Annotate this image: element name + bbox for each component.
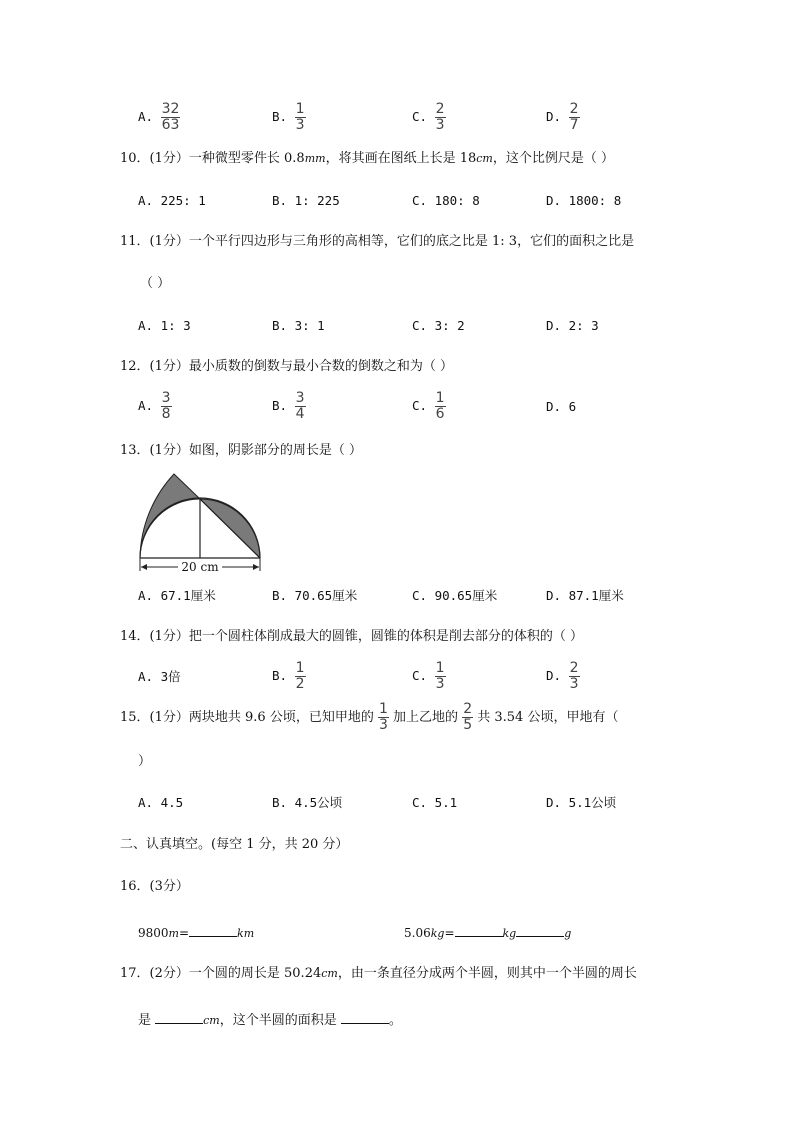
q12-option-b: B. $\frac{3}{4}$ xyxy=(272,390,305,422)
q11-question: 11．(1分）一个平行四边形与三角形的高相等，它们的底之比是 1: 3，它们的面积之比是 xyxy=(120,234,635,249)
q15-question-line2: ） xyxy=(138,754,152,769)
q12-question: 12．(1分）最小质数的倒数与最小合数的倒数之和为（ ） xyxy=(120,359,454,374)
q10-option-b: B. 1: 225 xyxy=(272,193,340,208)
fraction: $\frac{1}{6}$ xyxy=(435,390,445,422)
fraction: $\frac{3}{8}$ xyxy=(161,390,171,422)
fraction: $\frac{1}{3}$ xyxy=(378,701,388,733)
q16-left-expression: 9800m= km xyxy=(138,923,254,942)
fraction: $\frac{32}{63}$ xyxy=(161,101,180,133)
q14-option-b: B. $\frac{1}{2}$ xyxy=(272,660,305,692)
q14-option-d: D. $\frac{2}{3}$ xyxy=(546,660,579,692)
answer-blank[interactable] xyxy=(341,1010,389,1024)
q9-option-c: C. $\frac{2}{3}$ xyxy=(412,101,445,133)
fraction: $\frac{1}{2}$ xyxy=(295,660,305,692)
q16-right-expression: 5.06kg= kg g xyxy=(404,923,571,942)
q11-option-a: A. 1: 3 xyxy=(138,318,191,333)
q11-option-b: B. 3: 1 xyxy=(272,318,325,333)
answer-blank[interactable] xyxy=(189,923,237,937)
q11-option-d: D. 2: 3 xyxy=(546,318,599,333)
section-title: 二、认真填空。(每空 1 分，共 20 分） xyxy=(120,837,349,852)
fraction: $\frac{2}{5}$ xyxy=(463,701,473,733)
fraction: $\frac{3}{4}$ xyxy=(295,390,305,422)
dimension-label: 20 cm xyxy=(181,560,219,574)
fraction: $\frac{1}{3}$ xyxy=(435,660,445,692)
q13-option-a: A. 67.1厘米 xyxy=(138,588,216,603)
q13-option-b: B. 70.65厘米 xyxy=(272,588,358,603)
q10-option-d: D. 1800: 8 xyxy=(546,193,622,208)
q11-option-c: C. 3: 2 xyxy=(412,318,465,333)
q14-question: 14．(1分）把一个圆柱体削成最大的圆锥，圆锥的体积是削去部分的体积的（ ） xyxy=(120,629,584,644)
answer-blank[interactable] xyxy=(516,923,564,937)
q9-option-d: D. $\frac{2}{7}$ xyxy=(546,101,579,133)
fraction: $\frac{2}{3}$ xyxy=(435,101,445,133)
q10-option-a: A. 225: 1 xyxy=(138,193,206,208)
answer-blank[interactable] xyxy=(155,1010,203,1024)
q12-option-c: C. $\frac{1}{6}$ xyxy=(412,390,445,422)
q11-question-line2: （ ） xyxy=(140,276,171,291)
q10-question: 10．(1分）一种微型零件长 0.8mm，将其画在图纸上长是 18cm，这个比例尺是（ ） xyxy=(120,151,614,166)
q9-option-b: B. $\frac{1}{3}$ xyxy=(272,101,305,133)
answer-blank[interactable] xyxy=(455,923,503,937)
q13-option-d: D. 87.1厘米 xyxy=(546,588,624,603)
q13-question: 13．(1分）如图，阴影部分的周长是（ ） xyxy=(120,443,363,458)
fraction: $\frac{1}{3}$ xyxy=(295,101,305,133)
q9-option-a: A. $\frac{32}{63}$ xyxy=(138,101,180,133)
q15-option-c: C. 5.1 xyxy=(412,795,458,810)
q17-question: 17．(2分）一个圆的周长是 50.24cm，由一条直径分成两个半圆，则其中一个半圆的周长 xyxy=(120,966,637,981)
q15-option-b: B. 4.5公顷 xyxy=(272,795,343,810)
q12-option-d: D. 6 xyxy=(546,399,577,414)
q15-option-d: D. 5.1公顷 xyxy=(546,795,617,810)
q15-option-a: A. 4.5 xyxy=(138,795,184,810)
q12-option-a: A. $\frac{3}{8}$ xyxy=(138,390,171,422)
q16-header: 16．(3分） xyxy=(120,879,189,894)
q13-option-c: C. 90.65厘米 xyxy=(412,588,498,603)
q14-option-a: A. 3倍 xyxy=(138,669,181,684)
q13-figure xyxy=(134,470,268,576)
shaded-left-region xyxy=(140,474,200,558)
fraction: $\frac{2}{3}$ xyxy=(569,660,579,692)
fraction: $\frac{2}{7}$ xyxy=(569,101,579,133)
q17-question-line2: 是 cm，这个半圆的面积是 。 xyxy=(138,1010,402,1029)
q10-option-c: C. 180: 8 xyxy=(412,193,480,208)
q15-question: 15．(1分）两块地共 9.6 公顷，已知甲地的 $\frac{1}{3}$ 加上乙地的 $\frac{2}{5}$ 共 3.54 公顷，甲地有（ xyxy=(120,701,619,733)
q14-option-c: C. $\frac{1}{3}$ xyxy=(412,660,445,692)
